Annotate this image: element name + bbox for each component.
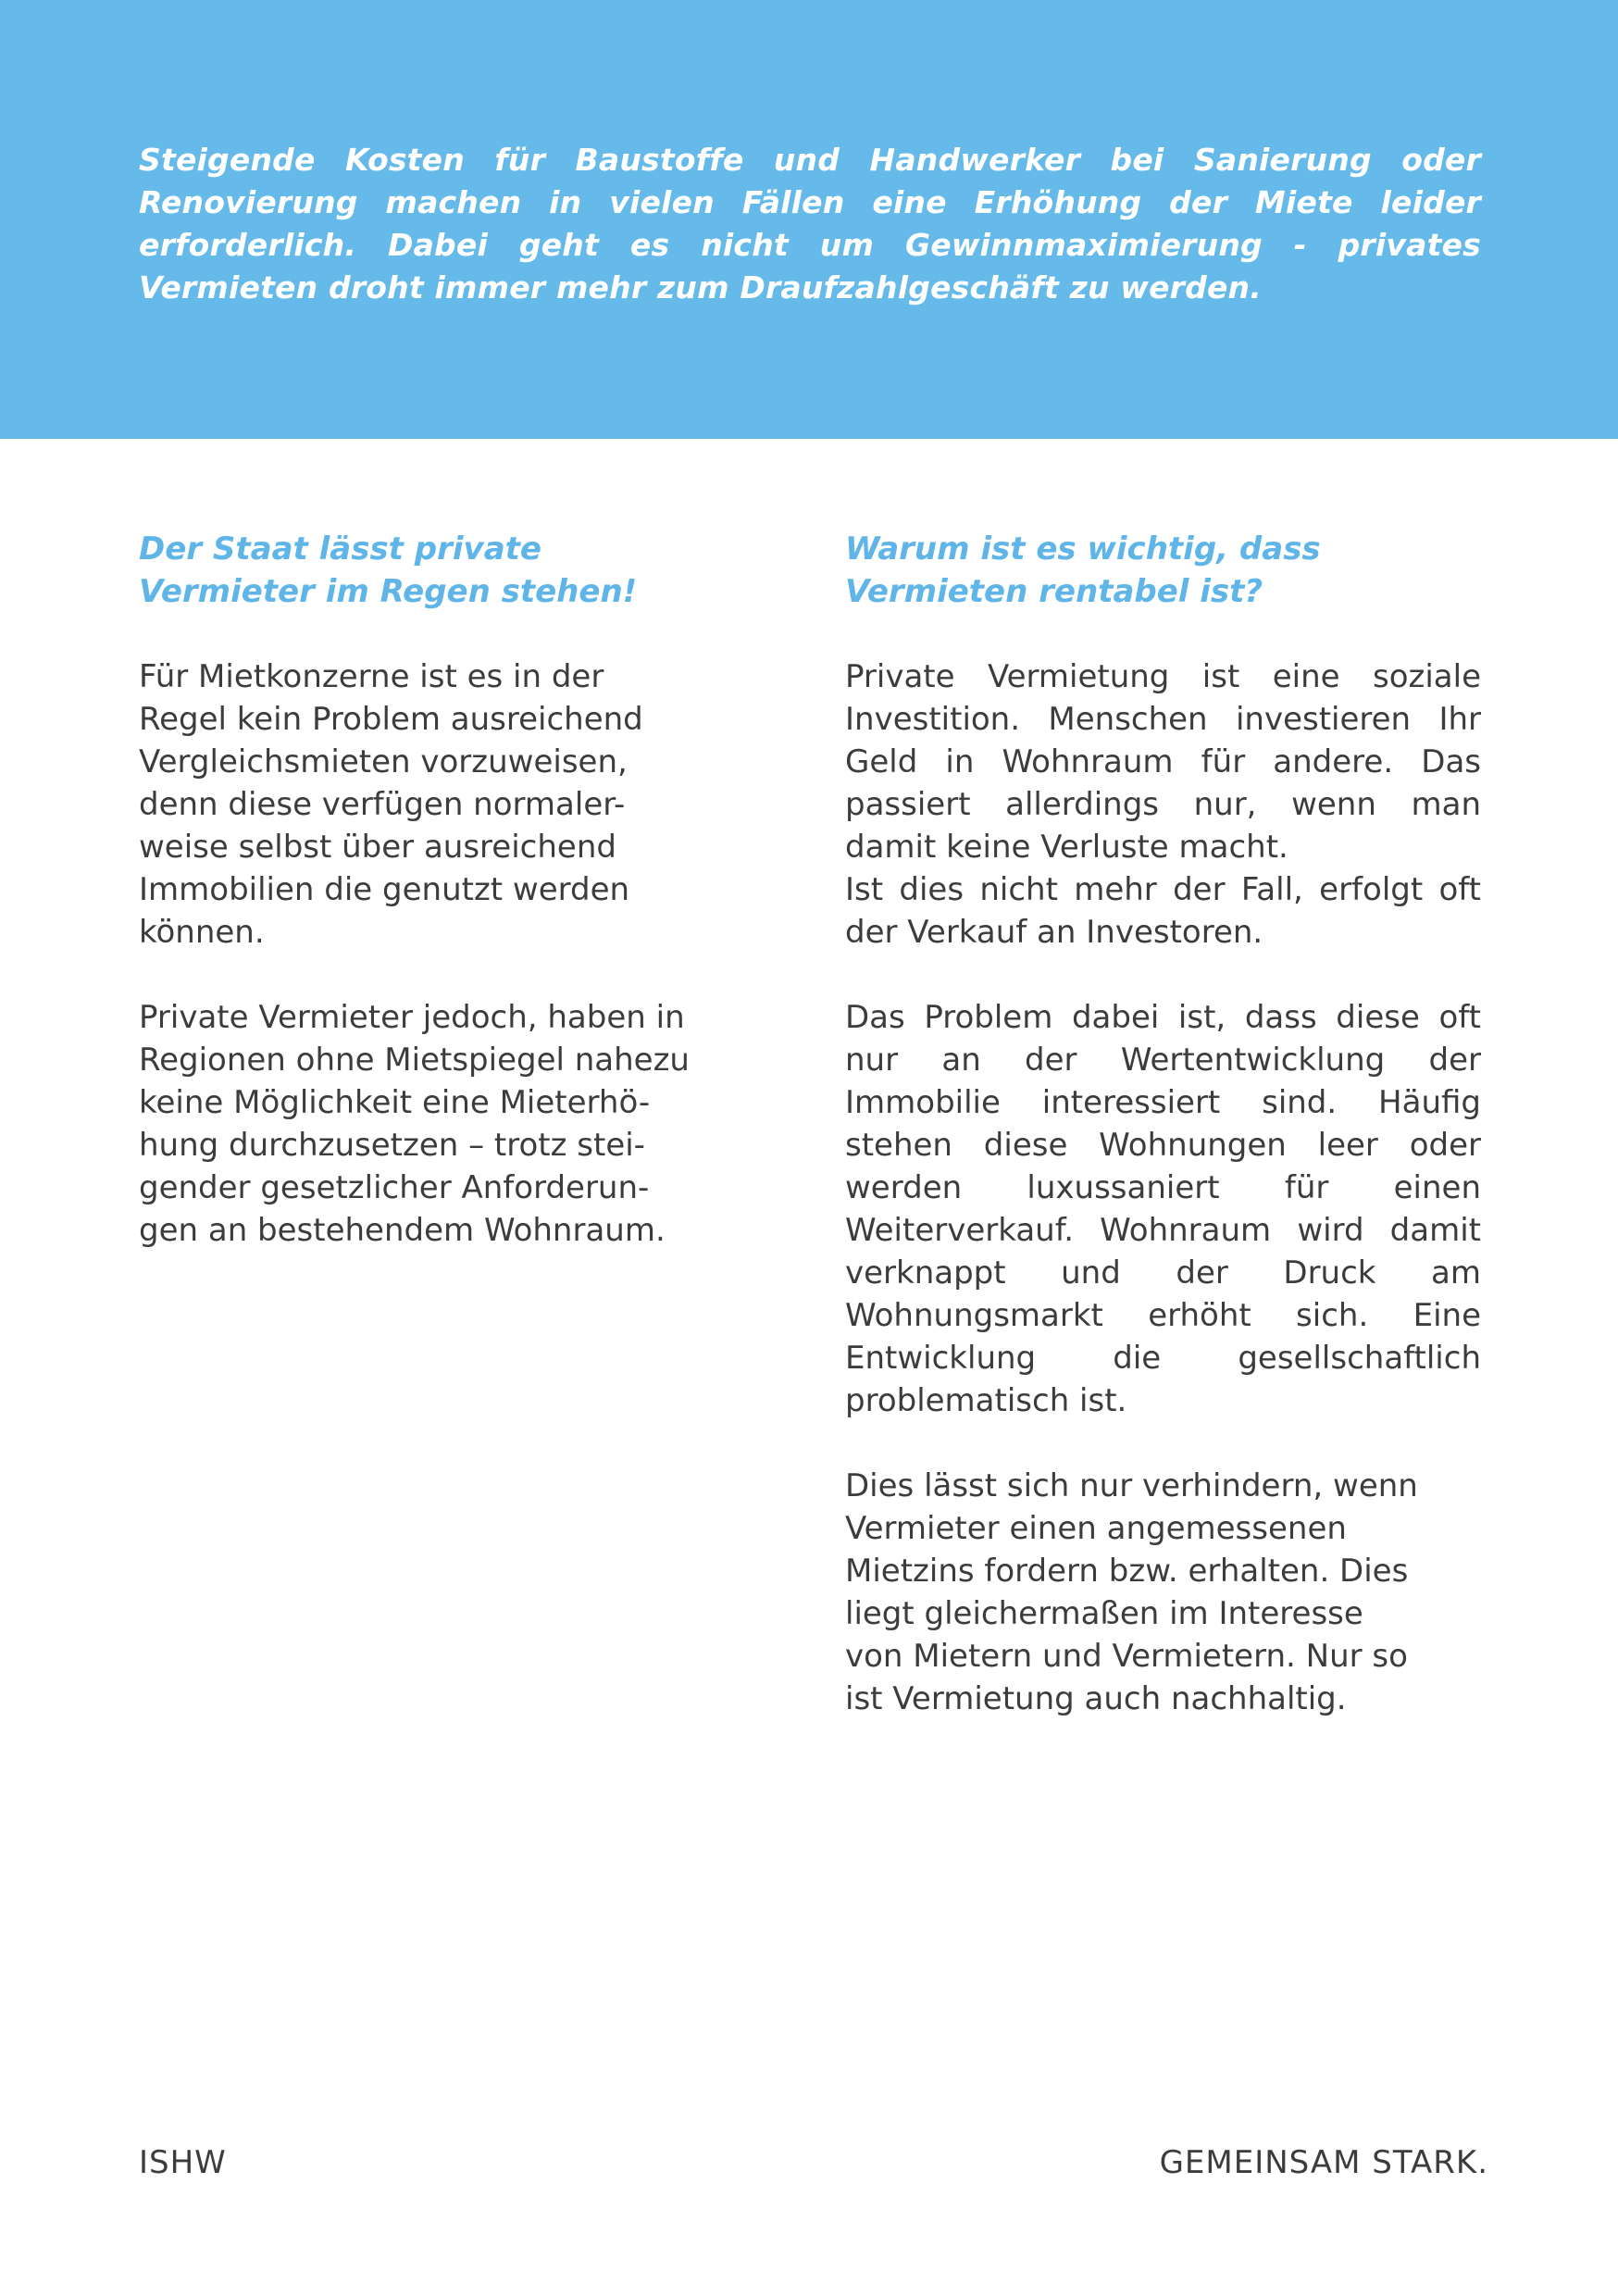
right-paragraph-3: Dies lässt sich nur verhindern, wenn Vermieter einen angemessenen Mietzins fordern bzw. erhalten. Dies liegt gleichermaßen im Interesse von Mietern und Vermietern. Nur so ist Vermietung auch nachhaltig.	[845, 1467, 1418, 1717]
banner-intro-text: Steigende Kosten für Baustoffe und Handwerker bei Sanierung oder Renovierung machen in vielen Fällen eine Erhöhung der Miete leider erforderlich. Dabei geht es nicht um Gewinnmaximierung - privates Vermieten droht immer mehr zum Draufzahlgeschäft zu werden.	[139, 142, 1481, 306]
footer-slogan: GEMEINSAM STARK.	[1159, 2144, 1488, 2181]
footer-brand: ISHW	[139, 2144, 227, 2181]
right-column-heading: Warum ist es wichtig, dass Vermieten rentabel ist?	[845, 530, 1321, 610]
right-paragraph-1: Private Vermietung ist eine soziale Investition. Menschen investieren Ihr Geld in Wohnraum für andere. Das passiert allerdings nur, wenn man damit keine Verluste macht. Ist dies nicht mehr der Fall, erfolgt oft der Verkauf an Investoren.	[845, 658, 1481, 951]
left-paragraph-2: Private Vermieter jedoch, haben in Regionen ohne Mietspiegel nahezu keine Möglichkeit eine Mieterhö- hung durchzusetzen – trotz stei- gender gesetzlicher Anforderun- gen an bestehendem Wohnraum.	[139, 999, 690, 1249]
left-column-heading: Der Staat lässt private Vermieter im Regen stehen!	[139, 530, 638, 610]
header-banner	[0, 0, 1618, 439]
right-paragraph-2: Das Problem dabei ist, dass diese oft nur an der Wertentwicklung der Immobilie interessiert sind. Häufig stehen diese Wohnungen leer oder werden luxussaniert für einen Weiterverkauf. Wohnraum wird damit verknappt und der Druck am Wohnungsmarkt erhöht sich. Eine Entwicklung die gesellschaftlich problematisch ist.	[845, 999, 1481, 1419]
left-paragraph-1: Für Mietkonzerne ist es in der Regel kein Problem ausreichend Vergleichsmieten vorzuweisen, denn diese verfügen normaler- weise selbst über ausreichend Immobilien die genutzt werden können.	[139, 658, 643, 951]
right-column	[845, 528, 1481, 1763]
left-column	[139, 528, 778, 1294]
